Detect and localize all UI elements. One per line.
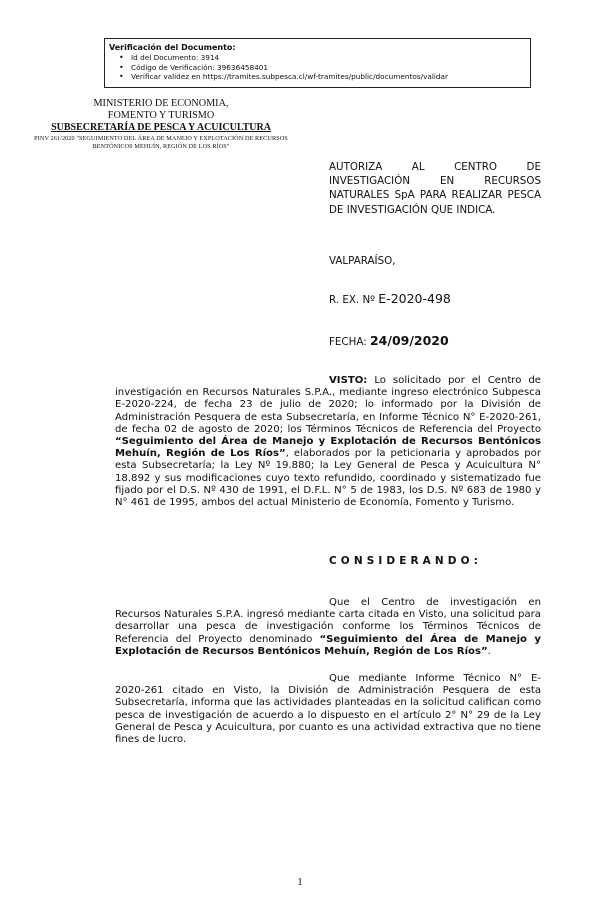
city: VALPARAÍSO, [329, 255, 396, 267]
resolution-number [329, 291, 451, 306]
resolution-label: R. EX. Nº [329, 294, 375, 306]
visto-text-b: , elaborados por la peticionaria y aprobados por esta Subsecretaría; la Ley Nº 19.880; la Ley General de Pesca y Acuicultura N° 18.892 y sus modificaciones cuyo texto refundido, coordinado y sistematizado fue fijado por el D.S. Nº 430 de 1991, el D.F.L. N° 5 de 1983, los D.S. Nº 683 de 1980 y N° 461 de 1995, ambos del actual Ministerio de Economía, Fomento y Turismo. [115, 448, 541, 509]
date-label: FECHA: [329, 336, 367, 348]
ministry-line-1: MINISTERIO DE ECONOMIA, [93, 98, 229, 109]
considerando-heading: CONSIDERANDO: [329, 555, 482, 567]
considerando-1-text-a: Que el Centro de investigación en Recursos Naturales S.P.A. ingresó mediante carta citada en Visto, una solicitud para desarrollar una pesca de investigación conforme los Términos Técnicos de Referencia del Proyecto denominado [115, 597, 541, 645]
resolution-id: E-2020-498 [378, 291, 451, 306]
visto-text-a: Lo solicitado por el Centro de investigación en Recursos Naturales S.P.A., mediante ingreso electrónico Subpesca E-2020-224, de fecha 23 de julio de 2020; lo informado por la División de Administración Pesquera de esta Subsecretaría, en Informe Técnico N° E-2020-261, de fecha 02 de agosto de 2020; los Términos Técnicos de Referencia del Proyecto [115, 375, 541, 435]
verification-list [109, 53, 530, 82]
verification-code: • Código de Verificación: 39636458401 [131, 63, 530, 73]
considerando-1-project-name: “Seguimiento del Área de Manejo y Explotación de Recursos Bentónicos Mehuín, Región de Los Ríos” [115, 633, 541, 657]
verification-id: • Id del Documento: 3914 [131, 53, 530, 63]
pinv-reference: PINV 261/2020 "SEGUIMIENTO DEL ÁREA DE MANEJO Y EXPLOTACIÓN DE RECURSOS BENTÓNICOS MEHUÍN, REGIÓN DE LOS RÍOS" [34, 135, 288, 150]
considerando-1-text-b: . [487, 645, 491, 657]
visto-paragraph [115, 375, 541, 509]
verification-link[interactable]: • Verificar validez en https://tramites.subpesca.cl/wf-tramites/public/documentos/validar [131, 72, 530, 82]
considerando-paragraph-2 [115, 673, 541, 746]
verification-title: Verificación del Documento: [109, 43, 236, 52]
page-number: 1 [297, 876, 303, 888]
resolution-date [329, 333, 449, 348]
ministry-header [30, 98, 292, 151]
resolution-subject: AUTORIZA AL CENTRO DE INVESTIGACIÓN EN RECURSOS NATURALES SpA PARA REALIZAR PESCA DE INVESTIGACIÓN QUE INDICA. [329, 161, 541, 216]
date-value: 24/09/2020 [369, 333, 449, 348]
ministry-line-2: FOMENTO Y TURISMO [107, 110, 215, 121]
visto-label: VISTO: [329, 375, 368, 386]
subsecretaria-line: SUBSECRETARÍA DE PESCA Y ACUICULTURA [51, 122, 271, 133]
verification-box [104, 38, 531, 88]
considerando-paragraph-1 [115, 597, 541, 658]
visto-project-name: “Seguimiento del Área de Manejo y Explotación de Recursos Bentónicos Mehuín, Región de Los Ríos” [115, 436, 541, 460]
considerando-2-text: Que mediante Informe Técnico N° E-2020-261 citado en Visto, la División de Administración Pesquera de esta Subsecretaría, informa que las actividades planteadas en la solicitud califican como pesca de investigación de acuerdo a lo dispuesto en el artículo 2° N° 29 de la Ley General de Pesca y Acuicultura, por cuanto es una actividad extractiva que no tiene fines de lucro. [115, 673, 541, 746]
